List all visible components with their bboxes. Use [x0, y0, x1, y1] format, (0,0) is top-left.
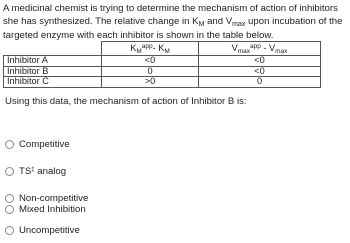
table-header-row: [4, 42, 321, 56]
option-mixed-inhibition[interactable]: [5, 204, 86, 215]
radio-button[interactable]: [5, 140, 14, 149]
vmax-change-value: 0: [199, 77, 321, 88]
radio-button[interactable]: [5, 205, 14, 214]
inhibitor-data-table: [3, 41, 321, 88]
km-change-header: $K_M^{app}-$ $K_M$: [102, 42, 199, 56]
option-competitive[interactable]: [5, 139, 70, 150]
option-ts-analog[interactable]: [5, 166, 66, 177]
vmax-change-value: <0: [199, 66, 321, 77]
vmax-change-value: <0: [199, 56, 321, 67]
vmax-change-header: $V_{max}^{app} - V_{max}$: [199, 42, 321, 56]
table-row: [4, 56, 321, 67]
inhibitor-name: Inhibitor A: [4, 56, 102, 67]
option-label: TS‡ analog: [19, 166, 67, 177]
table-row: [4, 66, 321, 77]
radio-button[interactable]: [5, 194, 14, 203]
inhibitor-name: Inhibitor B: [4, 66, 102, 77]
option-label: Mixed Inhibition: [19, 204, 86, 215]
radio-button[interactable]: [5, 167, 14, 176]
option-label: Uncompetitive: [19, 225, 80, 236]
inhibitor-name: Inhibitor C: [4, 77, 102, 88]
option-uncompetitive[interactable]: [5, 225, 80, 236]
option-label: Non-competitive: [19, 193, 89, 204]
option-non-competitive[interactable]: [5, 193, 88, 204]
radio-button[interactable]: [5, 226, 14, 235]
km-change-value: <0: [102, 56, 199, 67]
km-change-value: >0: [102, 77, 199, 88]
km-change-value: 0: [102, 66, 199, 77]
table-row: [4, 77, 321, 88]
table-header-blank: [4, 42, 102, 56]
question-text: A medicinal chemist is trying to determine the mechanism of action of inhibitors she has synthesized. The relative change in $K_M$ and $V_{max}$ upon incubation of the targeted enzyme with each inhibitor is shown in the table below.: [3, 3, 343, 41]
question-prompt: Using this data, the mechanism of action of Inhibitor B is:: [5, 96, 247, 107]
option-label: Competitive: [19, 139, 70, 150]
